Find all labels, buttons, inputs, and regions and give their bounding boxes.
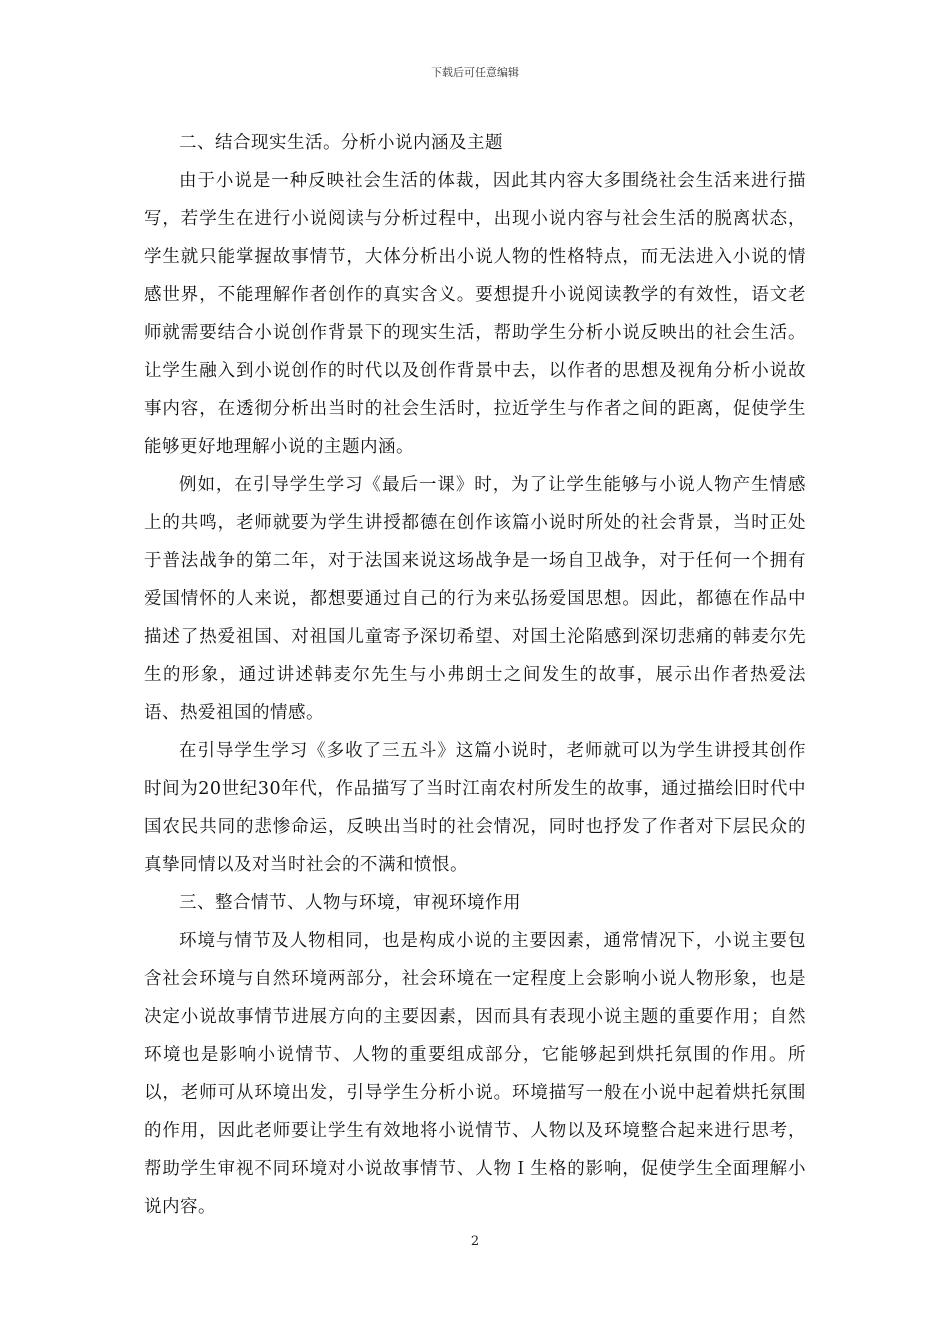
section-heading: 二、结合现实生活。分析小说内涵及主题 <box>179 133 503 153</box>
body-paragraph: 在引导学生学习《多收了三五斗》这篇小说时，老师就可以为学生讲授其创作时间为20世纪30年代，作品描写了当时江南农村所发生的故事，通过描绘旧时代中国农民共同的悲惨命运，反映出当时的社会情况，同时也抒发了作者对下层民众的真挚同情以及对当时社会的不满和愤恨。 <box>144 741 806 875</box>
page-body <box>144 124 806 1226</box>
page-number: 2 <box>470 1234 480 1249</box>
body-paragraph: 由于小说是一种反映社会生活的体裁，因此其内容大多围绕社会生活来进行描写，若学生在进行小说阅读与分析过程中，出现小说内容与社会生活的脱离状态，学生就只能掌握故事情节，大体分析出小说人物的性格特点，而无法进入小说的情感世界，不能理解作者创作的真实含义。要想提升小说阅读教学的有效性，语文老师就需要结合小说创作背景下的现实生活，帮助学生分析小说反映出的社会生活。让学生融入到小说创作的时代以及创作背景中去，以作者的思想及视角分析小说故事内容，在透彻分析出当时的社会生活时，拉近学生与作者之间的距离，促使学生能够更好地理解小说的主题内涵。 <box>144 171 806 457</box>
section-heading: 三、整合情节、人物与环境，审视环境作用 <box>179 893 521 913</box>
body-paragraph: 例如，在引导学生学习《最后一课》时，为了让学生能够与小说人物产生情感上的共鸣，老师就要为学生讲授都德在创作该篇小说时所处的社会背景，当时正处于普法战争的第二年，对于法国来说这场战争是一场自卫战争，对于任何一个拥有爱国情怀的人来说，都想要通过自己的行为来弘扬爱国思想。因此，都德在作品中描述了热爱祖国、对祖国儿童寄予深切希望、对国土沦陷感到深切悲痛的韩麦尔先生的形象，通过讲述韩麦尔先生与小弗朗士之间发生的故事，展示出作者热爱法语、热爱祖国的情感。 <box>144 475 806 723</box>
body-paragraph: 环境与情节及人物相同，也是构成小说的主要因素，通常情况下，小说主要包含社会环境与自然环境两部分，社会环境在一定程度上会影响小说人物形象，也是决定小说故事情节进展方向的主要因素，因而具有表现小说主题的重要作用；自然环境也是影响小说情节、人物的重要组成部分，它能够起到烘托氛围的作用。所以，老师可从环境出发，引导学生分析小说。环境描写一般在小说中起着烘托氛围的作用，因此老师要让学生有效地将小说情节、人物以及环境整合起来进行思考，帮助学生审视不同环境对小说故事情节、人物Ｉ生格的影响，促使学生全面理解小说内容。 <box>144 931 806 1217</box>
page-header: 下载后可任意编辑 <box>431 66 519 79</box>
